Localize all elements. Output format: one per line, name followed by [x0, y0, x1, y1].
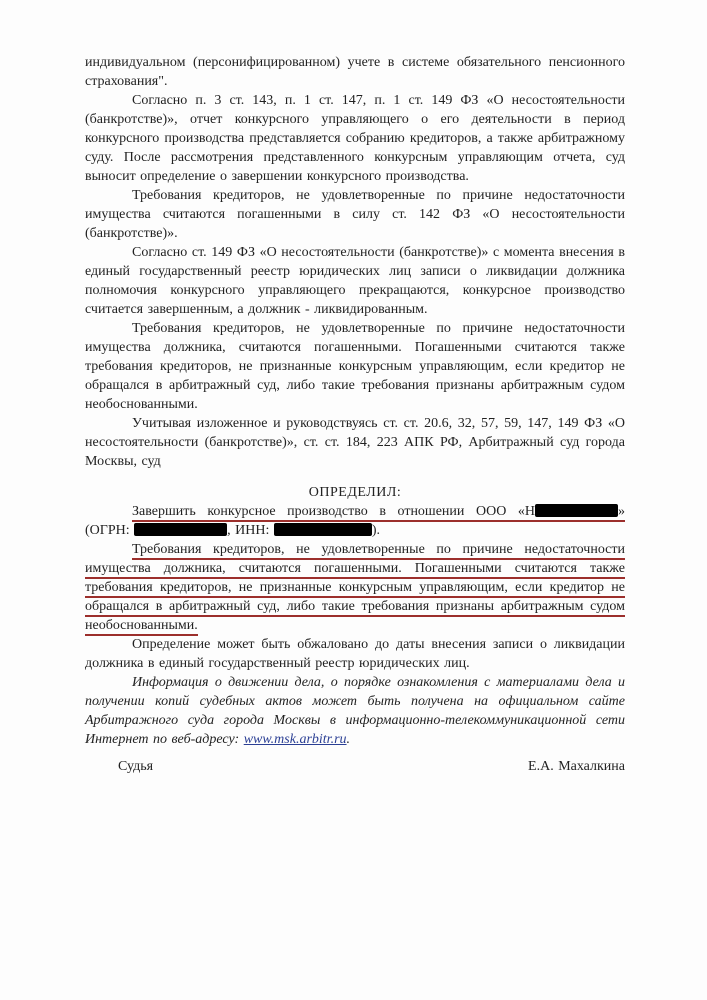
appeal-paragraph: Определение может быть обжаловано до даты внесения записи о ликвидации должника в единый государственный реестр юридических лиц. [85, 637, 625, 671]
ruling-paragraph-claims [85, 540, 625, 635]
info-text-after-link: . [346, 732, 351, 747]
ogrn-label: (ОГРН: [85, 523, 135, 538]
paragraph-continuation: индивидуальном (персонифицированном) учете в системе обязательного пенсионного страхования". [85, 55, 625, 89]
paragraph-law-143: Согласно п. 3 ст. 143, п. 1 ст. 147, п. 1 ст. 149 ФЗ «О несостоятельности (банкротстве)», отчет конкурсного управляющего о его деятельности в период конкурсного производства представляется собранию кредиторов, а также арбитражному суду. После рассмотрения представленного конкурсным управляющим отчета, суд выносит определение о завершении конкурсного производства. [85, 93, 625, 184]
inn-label: , ИНН: [227, 523, 274, 538]
red-underlined-claims-text: Требования кредиторов, не удовлетворенные по причине недостаточности имущества должника, считаются погашенными. Погашенными считаются также требования кредиторов, не признанные конкурсным управляющим, если кредитор не обращался в арбитражный суд, либо такие требования признаны арбитражным судом необоснованными. [85, 542, 625, 636]
judge-role-label: Судья [118, 759, 154, 774]
redacted-company-name [535, 504, 618, 517]
paragraph-claims-settled: Требования кредиторов, не удовлетворенные по причине недостаточности имущества считаются погашенными в силу ст. 142 ФЗ «О несостоятельности (банкротстве)». [85, 188, 625, 241]
redacted-inn-value [274, 523, 372, 536]
ruling-text-part: Завершить конкурсное производство в отношении ООО «Н [132, 504, 535, 519]
ruling-heading: ОПРЕДЕЛИЛ: [308, 485, 402, 500]
signature-row [85, 757, 625, 776]
info-text-before-link: Информация о движении дела, о порядке ознакомления с материалами дела и получении копий судебных актов может быть получена на официальном сайте Арбитражного суда города Москвы в информационно-телекоммуникационной сети Интернет по веб-адресу: [85, 675, 625, 747]
paragraph-legal-grounds: Учитывая изложенное и руководствуясь ст. ст. 20.6, 32, 57, 59, 147, 149 ФЗ «О несостоятельности (банкротстве)», ст. ст. 184, 223 АПК РФ, Арбитражный суд города Москвы, суд [85, 416, 625, 469]
ruling-paragraph-complete-proceedings [85, 502, 625, 540]
redacted-ogrn-value [134, 523, 227, 536]
paragraph-claims-extinguished: Требования кредиторов, не удовлетворенные по причине недостаточности имущества должника, считаются погашенными. Погашенными считаются также требования кредиторов, не признанные конкурсным управляющим, если кредитор не обращался в арбитражный суд, либо такие требования признаны арбитражным судом необоснованными. [85, 321, 625, 412]
paragraph-law-149: Согласно ст. 149 ФЗ «О несостоятельности (банкротстве)» с момента внесения в единый государственный реестр юридических лиц записи о ликвидации должника полномочия конкурсного управляющего прекращаются, конкурсное производство считается завершенным, а должник - ликвидированным. [85, 245, 625, 317]
ruling-text-part: » [618, 504, 625, 519]
document-body [85, 53, 625, 776]
red-underlined-ruling-text [132, 504, 625, 522]
ruling-text-closing: ). [371, 523, 381, 538]
case-info-paragraph [85, 673, 625, 749]
court-website-link[interactable]: www.msk.arbitr.ru [243, 732, 347, 747]
judge-name: Е.А. Махалкина [528, 759, 625, 774]
